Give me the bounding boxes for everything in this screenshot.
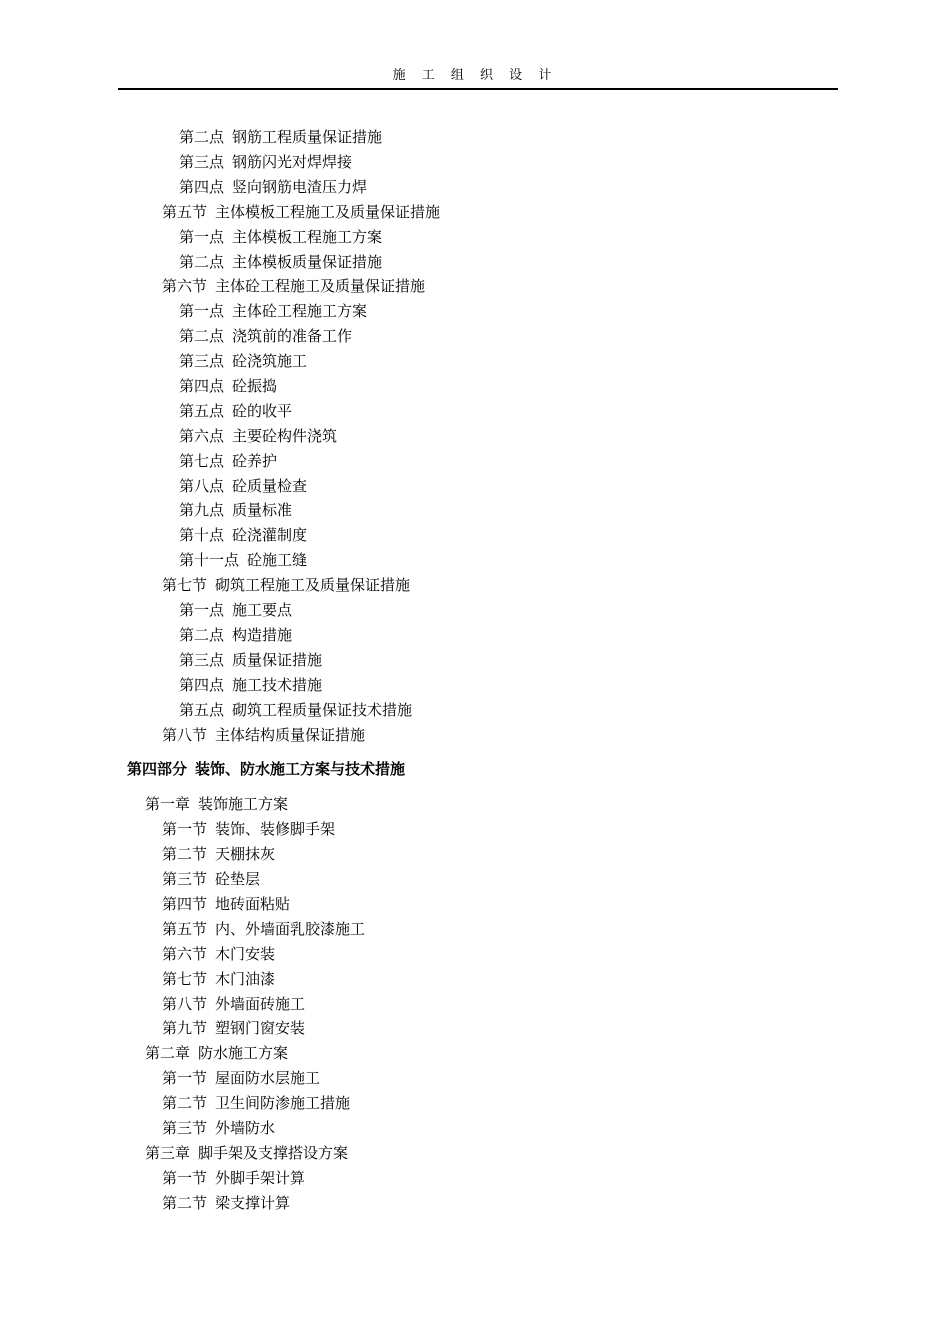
toc-entry-number: 第一节 [162, 1169, 208, 1187]
toc-entry-title: 内、外墙面乳胶漆施工 [215, 920, 366, 938]
toc-entry-point [179, 598, 292, 622]
toc-entry-number: 第三节 [162, 870, 208, 888]
toc-entry-title: 地砖面粘贴 [215, 895, 291, 913]
toc-entry-title: 浇筑前的准备工作 [232, 327, 353, 345]
toc-entry-point [179, 125, 382, 149]
toc-entry-number: 第八点 [179, 477, 225, 495]
toc-entry-point [179, 399, 292, 423]
toc-entry-section [162, 917, 365, 941]
toc-entry-point [179, 424, 337, 448]
toc-entry-title: 砼质量检查 [232, 477, 308, 495]
toc-entry-point [179, 299, 367, 323]
toc-entry-number: 第二节 [162, 1194, 208, 1212]
toc-entry-number: 第三节 [162, 1119, 208, 1137]
toc-entry-section [162, 1191, 290, 1215]
toc-entry-chapter [145, 1141, 348, 1165]
toc-entry-number: 第一点 [179, 228, 225, 246]
toc-entry-section [162, 842, 275, 866]
toc-entry-number: 第四部分 [127, 760, 188, 778]
toc-entry-title: 主体模板质量保证措施 [232, 253, 383, 271]
toc-entry-title: 木门油漆 [215, 970, 276, 988]
toc-entry-number: 第二点 [179, 327, 225, 345]
toc-entry-point [179, 324, 352, 348]
toc-entry-number: 第七点 [179, 452, 225, 470]
toc-entry-number: 第四节 [162, 895, 208, 913]
toc-entry-number: 第四点 [179, 676, 225, 694]
toc-entry-number: 第三点 [179, 153, 225, 171]
toc-entry-title: 外墙面砖施工 [215, 995, 306, 1013]
toc-entry-title: 砼施工缝 [247, 551, 308, 569]
toc-entry-point [179, 225, 382, 249]
toc-entry-number: 第六点 [179, 427, 225, 445]
toc-entry-title: 塑钢门窗安装 [215, 1019, 306, 1037]
toc-entry-number: 第二点 [179, 128, 225, 146]
toc-entry-title: 脚手架及支撑搭设方案 [198, 1144, 349, 1162]
toc-entry-number: 第四点 [179, 178, 225, 196]
toc-entry-number: 第十点 [179, 526, 225, 544]
toc-entry-title: 钢筋工程质量保证措施 [232, 128, 383, 146]
toc-entry-title: 木门安装 [215, 945, 276, 963]
toc-entry-title: 主体砼工程施工及质量保证措施 [215, 277, 426, 295]
toc-entry-number: 第八节 [162, 995, 208, 1013]
toc-entry-point [179, 474, 307, 498]
toc-entry-title: 主要砼构件浇筑 [232, 427, 338, 445]
toc-entry-title: 屋面防水层施工 [215, 1069, 321, 1087]
page-header: 施 工 组 织 设 计 [392, 68, 558, 83]
toc-entry-number: 第六节 [162, 277, 208, 295]
header-rule [118, 88, 838, 90]
toc-entry-title: 砼浇筑施工 [232, 352, 308, 370]
toc-entry-part [127, 757, 405, 781]
toc-entry-title: 主体结构质量保证措施 [215, 726, 366, 744]
toc-entry-number: 第二点 [179, 253, 225, 271]
toc-entry-title: 施工要点 [232, 601, 293, 619]
toc-entry-section [162, 1166, 305, 1190]
toc-entry-section [162, 573, 410, 597]
toc-entry-title: 砼浇灌制度 [232, 526, 308, 544]
toc-entry-point [179, 374, 277, 398]
toc-entry-section [162, 723, 365, 747]
toc-entry-number: 第九点 [179, 501, 225, 519]
toc-entry-section [162, 1066, 320, 1090]
toc-entry-number: 第一点 [179, 601, 225, 619]
toc-entry-number: 第八节 [162, 726, 208, 744]
toc-entry-title: 装饰施工方案 [198, 795, 289, 813]
toc-entry-number: 第七节 [162, 970, 208, 988]
toc-entry-title: 质量保证措施 [232, 651, 323, 669]
toc-entry-point [179, 548, 307, 572]
toc-entry-title: 构造措施 [232, 626, 293, 644]
toc-entry-section [162, 892, 290, 916]
toc-entry-title: 防水施工方案 [198, 1044, 289, 1062]
toc-entry-point [179, 449, 277, 473]
toc-entry-title: 卫生间防渗施工措施 [215, 1094, 351, 1112]
toc-entry-number: 第四点 [179, 377, 225, 395]
toc-entry-number: 第一节 [162, 820, 208, 838]
toc-entry-number: 第二节 [162, 845, 208, 863]
toc-entry-number: 第十一点 [179, 551, 240, 569]
toc-entry-chapter [145, 792, 288, 816]
toc-entry-title: 砼的收平 [232, 402, 293, 420]
toc-entry-number: 第七节 [162, 576, 208, 594]
toc-entry-title: 砌筑工程施工及质量保证措施 [215, 576, 411, 594]
toc-entry-title: 装饰、防水施工方案与技术措施 [195, 760, 406, 778]
toc-entry-section [162, 992, 305, 1016]
toc-entry-title: 砼养护 [232, 452, 278, 470]
toc-entry-section [162, 1116, 275, 1140]
toc-entry-title: 砼垫层 [215, 870, 261, 888]
toc-entry-number: 第一章 [145, 795, 191, 813]
toc-entry-number: 第三章 [145, 1144, 191, 1162]
toc-entry-section [162, 1016, 305, 1040]
toc-entry-point [179, 648, 322, 672]
toc-entry-title: 主体砼工程施工方案 [232, 302, 368, 320]
toc-entry-section [162, 274, 425, 298]
toc-entry-point [179, 623, 292, 647]
toc-entry-number: 第一点 [179, 302, 225, 320]
toc-entry-number: 第五点 [179, 402, 225, 420]
toc-entry-point [179, 175, 367, 199]
toc-entry-number: 第三点 [179, 651, 225, 669]
toc-entry-section [162, 1091, 350, 1115]
toc-entry-point [179, 150, 352, 174]
toc-entry-title: 钢筋闪光对焊焊接 [232, 153, 353, 171]
toc-entry-number: 第二节 [162, 1094, 208, 1112]
toc-entry-chapter [145, 1041, 288, 1065]
toc-entry-section [162, 200, 440, 224]
toc-entry-title: 外脚手架计算 [215, 1169, 306, 1187]
toc-entry-number: 第九节 [162, 1019, 208, 1037]
toc-entry-title: 主体模板工程施工及质量保证措施 [215, 203, 441, 221]
toc-entry-point [179, 349, 307, 373]
toc-entry-section [162, 817, 335, 841]
toc-entry-number: 第一节 [162, 1069, 208, 1087]
toc-entry-title: 砼振捣 [232, 377, 278, 395]
toc-entry-title: 质量标准 [232, 501, 293, 519]
toc-entry-number: 第五节 [162, 203, 208, 221]
toc-entry-point [179, 498, 292, 522]
toc-entry-point [179, 250, 382, 274]
toc-entry-number: 第三点 [179, 352, 225, 370]
toc-entry-point [179, 698, 412, 722]
toc-entry-number: 第二章 [145, 1044, 191, 1062]
toc-entry-title: 施工技术措施 [232, 676, 323, 694]
toc-entry-title: 主体模板工程施工方案 [232, 228, 383, 246]
toc-entry-section [162, 942, 275, 966]
toc-entry-number: 第五节 [162, 920, 208, 938]
toc-entry-point [179, 523, 307, 547]
toc-entry-title: 砌筑工程质量保证技术措施 [232, 701, 413, 719]
toc-entry-section [162, 967, 275, 991]
toc-entry-title: 梁支撑计算 [215, 1194, 291, 1212]
toc-entry-number: 第五点 [179, 701, 225, 719]
toc-entry-number: 第六节 [162, 945, 208, 963]
toc-entry-section [162, 867, 260, 891]
toc-entry-number: 第二点 [179, 626, 225, 644]
toc-entry-title: 天棚抹灰 [215, 845, 276, 863]
toc-entry-point [179, 673, 322, 697]
toc-entry-title: 装饰、装修脚手架 [215, 820, 336, 838]
toc-entry-title: 竖向钢筋电渣压力焊 [232, 178, 368, 196]
toc-entry-title: 外墙防水 [215, 1119, 276, 1137]
